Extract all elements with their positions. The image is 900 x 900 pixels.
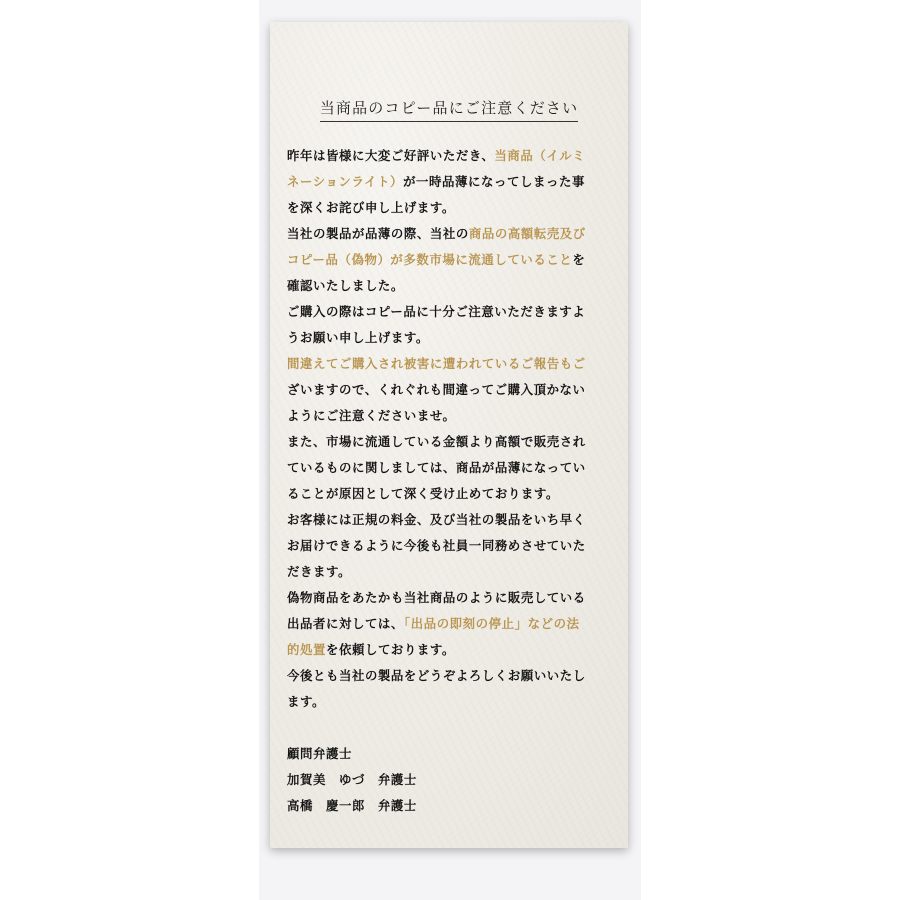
body-line	[287, 143, 617, 169]
body-line: ているものに関しましては、商品が品薄になってい	[287, 460, 586, 475]
body-line: お届けできるように今後も社員一同務めさせていた	[287, 538, 586, 553]
body-line: お客様には正規の料金、及び当社の製品をいち早く	[287, 512, 586, 527]
highlight-text: 「出品の即刻の停止」などの法	[403, 616, 580, 631]
body-line: だきます。	[287, 564, 351, 579]
body-line	[287, 221, 617, 247]
text-run: を依頼しております。	[325, 642, 455, 657]
signature-lawyer-2: 高橋 慶一郎 弁護士	[287, 798, 417, 813]
body-line: また、市場に流通している金額より高額で販売され	[287, 434, 586, 449]
text-run: 当社の製品が品薄の際、当社の	[287, 226, 469, 241]
highlight-text: コピー品（偽物）が多数市場に流通していること	[287, 252, 573, 267]
body-line: うお願い申し上げます。	[287, 330, 429, 345]
highlight-text: 当商品（イルミ	[494, 148, 586, 163]
notice-card	[270, 22, 628, 848]
body-line: ることが原因として深く受け止めております。	[287, 486, 559, 501]
body-line: ざいますので、くれぐれも間違ってご購入頂かない	[287, 382, 586, 397]
signature-lawyer-1: 加賀美 ゆづ 弁護士	[287, 772, 417, 787]
text-run: が一時品薄になってしまった事	[403, 174, 585, 189]
body-line: 今後とも当社の製品をどうぞよろしくお願いいたし	[287, 668, 586, 683]
highlight-text: 商品の高額転売及び	[468, 226, 586, 241]
highlight-text: 的処置	[287, 642, 326, 657]
body-line: ようにご注意くださいませ。	[287, 408, 456, 423]
body-line: 偽物商品をあたかも当社商品のように販売している	[287, 590, 586, 605]
body-line	[287, 247, 617, 273]
highlight-text: ネーションライト）	[287, 174, 404, 189]
body-line	[287, 637, 617, 663]
body-line	[287, 169, 617, 195]
text-run: を	[572, 252, 586, 267]
notice-body	[287, 143, 617, 819]
text-run: 出品者に対しては、	[287, 616, 404, 631]
body-line: 確認いたしました。	[287, 278, 404, 293]
title-container	[270, 97, 628, 122]
body-line: を深くお詫び申し上げます。	[287, 200, 455, 215]
body-line	[287, 611, 617, 637]
signature-spacer	[287, 715, 617, 741]
notice-title: 当商品のコピー品にご注意ください	[320, 97, 579, 122]
body-line: ご購入の際はコピー品に十分ご注意いただきますよ	[287, 304, 586, 319]
signature-heading: 顧問弁護士	[287, 746, 352, 761]
highlight-line: 間違えてご購入され被害に遭われているご報告もご	[287, 356, 586, 371]
text-run: 昨年は皆様に大変ご好評いただき、	[287, 148, 495, 163]
body-line: ます。	[287, 694, 325, 709]
